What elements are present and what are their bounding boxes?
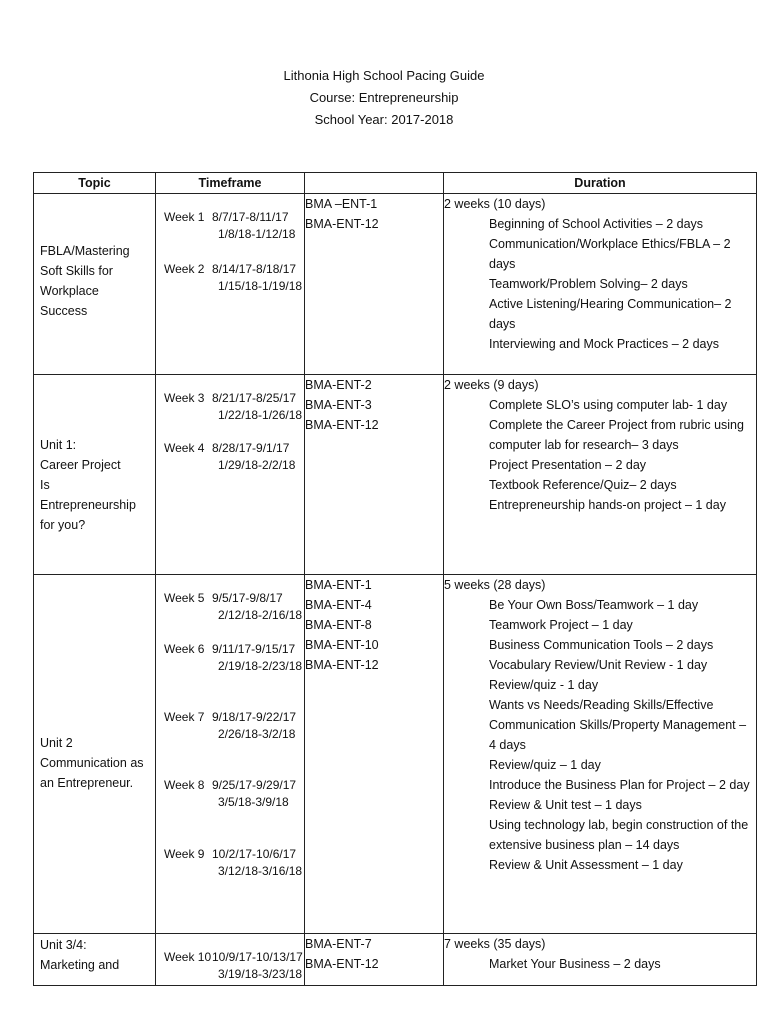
standards-cell bbox=[305, 194, 444, 375]
standard-code: BMA-ENT-3 bbox=[305, 398, 372, 412]
column-header-timeframe: Timeframe bbox=[156, 173, 305, 194]
school-title: Lithonia High School Pacing Guide bbox=[283, 68, 485, 83]
standard-code: BMA-ENT-2 bbox=[305, 378, 372, 392]
standard-code: BMA –ENT-1 bbox=[305, 197, 378, 211]
week-label: Week 4 bbox=[164, 441, 205, 455]
column-header-standards bbox=[305, 173, 444, 194]
week-dates-spring: 3/19/18-3/23/18 bbox=[218, 967, 303, 981]
topic-line: Career Project bbox=[40, 457, 121, 472]
topic-cell bbox=[34, 934, 156, 986]
standard-code: BMA-ENT-7 bbox=[305, 937, 372, 951]
column-header-duration: Duration bbox=[444, 173, 757, 194]
standard-code: BMA-ENT-4 bbox=[305, 598, 372, 612]
activity-item: Wants vs Needs/Reading Skills/Effective Communication Skills/Property Management – 4 days bbox=[489, 698, 747, 752]
topic-line: Workplace Success bbox=[40, 284, 99, 318]
standard-code: BMA-ENT-12 bbox=[305, 418, 379, 432]
week-label: Week 9 bbox=[164, 847, 205, 861]
topic-line: Unit 1: bbox=[40, 437, 77, 452]
week-entry bbox=[164, 590, 302, 624]
activity-item: Business Communication Tools – 2 days bbox=[489, 638, 714, 652]
activity-item: Entrepreneurship hands-on project – 1 day bbox=[489, 498, 726, 512]
topic-line: Unit 2 bbox=[40, 736, 73, 750]
activity-item: Using technology lab, begin construction of the extensive business plan – 14 days bbox=[489, 818, 749, 852]
week-label: Week 2 bbox=[164, 262, 205, 276]
activity-item: Vocabulary Review/Unit Review - 1 day bbox=[489, 658, 708, 672]
duration-total: 2 weeks (9 days) bbox=[444, 378, 539, 392]
topic-line: Is bbox=[40, 477, 50, 492]
week-label: Week 7 bbox=[164, 710, 205, 724]
activity-item: Review/quiz - 1 day bbox=[489, 678, 599, 692]
week-dates-fall: 10/9/17-10/13/17 bbox=[212, 950, 303, 964]
duration-cell bbox=[444, 934, 757, 986]
table-row bbox=[34, 194, 757, 375]
standards-cell bbox=[305, 934, 444, 986]
activity-item: Communication/Workplace Ethics/FBLA – 2 days bbox=[489, 237, 731, 271]
activity-item: Introduce the Business Plan for Project – 2 day bbox=[489, 778, 750, 792]
week-label: Week 8 bbox=[164, 778, 205, 792]
duration-cell bbox=[444, 194, 757, 375]
topic-line: an Entrepreneur. bbox=[40, 776, 134, 790]
standard-code: BMA-ENT-8 bbox=[305, 618, 372, 632]
topic-line: Unit 3/4: bbox=[40, 938, 87, 952]
activity-item: Textbook Reference/Quiz– 2 days bbox=[489, 478, 677, 492]
week-dates-spring: 3/12/18-3/16/18 bbox=[218, 864, 303, 878]
standards-cell bbox=[305, 375, 444, 575]
week-dates-spring: 2/12/18-2/16/18 bbox=[218, 608, 303, 622]
activity-item: Complete the Career Project from rubric using computer lab for research– 3 days bbox=[489, 418, 744, 452]
activity-item: Market Your Business – 2 days bbox=[489, 957, 661, 971]
activity-item: Review & Unit test – 1 days bbox=[489, 798, 642, 812]
topic-line: Entrepreneurship bbox=[40, 497, 136, 512]
table-row bbox=[34, 575, 757, 934]
activity-item: Be Your Own Boss/Teamwork – 1 day bbox=[489, 598, 699, 612]
standard-code: BMA-ENT-12 bbox=[305, 217, 379, 231]
week-dates-fall: 8/14/17-8/18/17 bbox=[212, 262, 297, 276]
activity-item: Interviewing and Mock Practices – 2 days bbox=[489, 337, 719, 351]
week-dates-spring: 3/5/18-3/9/18 bbox=[218, 795, 289, 809]
standard-code: BMA-ENT-10 bbox=[305, 638, 379, 652]
duration-cell bbox=[444, 575, 757, 934]
topic-line: FBLA/Mastering bbox=[40, 244, 130, 258]
week-entry bbox=[164, 777, 296, 811]
activity-item: Project Presentation – 2 day bbox=[489, 458, 647, 472]
timeframe-cell bbox=[156, 934, 305, 986]
duration-total: 7 weeks (35 days) bbox=[444, 937, 546, 951]
week-dates-fall: 8/7/17-8/11/17 bbox=[212, 210, 289, 224]
week-dates-spring: 2/26/18-3/2/18 bbox=[218, 727, 296, 741]
week-dates-fall: 8/21/17-8/25/17 bbox=[212, 391, 297, 405]
week-label: Week 6 bbox=[164, 642, 205, 656]
week-dates-fall: 9/25/17-9/29/17 bbox=[212, 778, 297, 792]
week-dates-spring: 1/29/18-2/2/18 bbox=[218, 458, 296, 472]
standard-code: BMA-ENT-12 bbox=[305, 658, 379, 672]
week-dates-fall: 9/18/17-9/22/17 bbox=[212, 710, 297, 724]
week-entry bbox=[164, 209, 295, 243]
week-entry bbox=[164, 261, 302, 295]
topic-cell bbox=[34, 194, 156, 375]
standard-code: BMA-ENT-12 bbox=[305, 957, 379, 971]
column-header-topic: Topic bbox=[34, 173, 156, 194]
timeframe-cell bbox=[156, 575, 305, 934]
topic-cell bbox=[34, 575, 156, 934]
document-header bbox=[0, 66, 768, 132]
course-name: Course: Entrepreneurship bbox=[309, 90, 459, 105]
week-entry bbox=[164, 641, 302, 675]
week-label: Week 5 bbox=[164, 591, 205, 605]
topic-line: for you? bbox=[40, 517, 86, 532]
topic-cell bbox=[34, 375, 156, 575]
activity-item: Teamwork/Problem Solving– 2 days bbox=[489, 277, 688, 291]
timeframe-cell bbox=[156, 194, 305, 375]
week-entry bbox=[164, 949, 303, 983]
week-dates-spring: 1/22/18-1/26/18 bbox=[218, 408, 303, 422]
standard-code: BMA-ENT-1 bbox=[305, 578, 372, 592]
table-row bbox=[34, 375, 757, 575]
week-dates-fall: 8/28/17-9/1/17 bbox=[212, 441, 290, 455]
standards-cell bbox=[305, 575, 444, 934]
week-dates-spring: 1/8/18-1/12/18 bbox=[218, 227, 296, 241]
duration-total: 5 weeks (28 days) bbox=[444, 578, 546, 592]
duration-total: 2 weeks (10 days) bbox=[444, 197, 546, 211]
activity-item: Review & Unit Assessment – 1 day bbox=[489, 858, 683, 872]
pacing-guide-table bbox=[33, 172, 757, 986]
activity-item: Beginning of School Activities – 2 days bbox=[489, 217, 704, 231]
topic-line: Communication as bbox=[40, 756, 144, 770]
week-label: Week 1 bbox=[164, 210, 205, 224]
week-dates-spring: 1/15/18-1/19/18 bbox=[218, 279, 303, 293]
topic-line: Marketing and bbox=[40, 958, 120, 972]
week-label: Week 10 bbox=[164, 950, 212, 964]
timeframe-cell bbox=[156, 375, 305, 575]
week-entry bbox=[164, 709, 296, 743]
week-dates-spring: 2/19/18-2/23/18 bbox=[218, 659, 303, 673]
week-entry bbox=[164, 390, 302, 424]
topic-line: Soft Skills for bbox=[40, 264, 113, 278]
activity-item: Active Listening/Hearing Communication– 2 days bbox=[489, 297, 732, 331]
week-dates-fall: 10/2/17-10/6/17 bbox=[212, 847, 297, 861]
activity-item: Teamwork Project – 1 day bbox=[489, 618, 633, 632]
week-entry bbox=[164, 440, 295, 474]
school-year: School Year: 2017-2018 bbox=[314, 112, 454, 127]
week-dates-fall: 9/5/17-9/8/17 bbox=[212, 591, 283, 605]
table-header-row bbox=[34, 173, 757, 194]
week-entry bbox=[164, 846, 302, 880]
activity-item: Complete SLO’s using computer lab- 1 day bbox=[489, 398, 728, 412]
week-dates-fall: 9/11/17-9/15/17 bbox=[212, 642, 296, 656]
duration-cell bbox=[444, 375, 757, 575]
table-row bbox=[34, 934, 757, 986]
week-label: Week 3 bbox=[164, 391, 205, 405]
activity-item: Review/quiz – 1 day bbox=[489, 758, 601, 772]
